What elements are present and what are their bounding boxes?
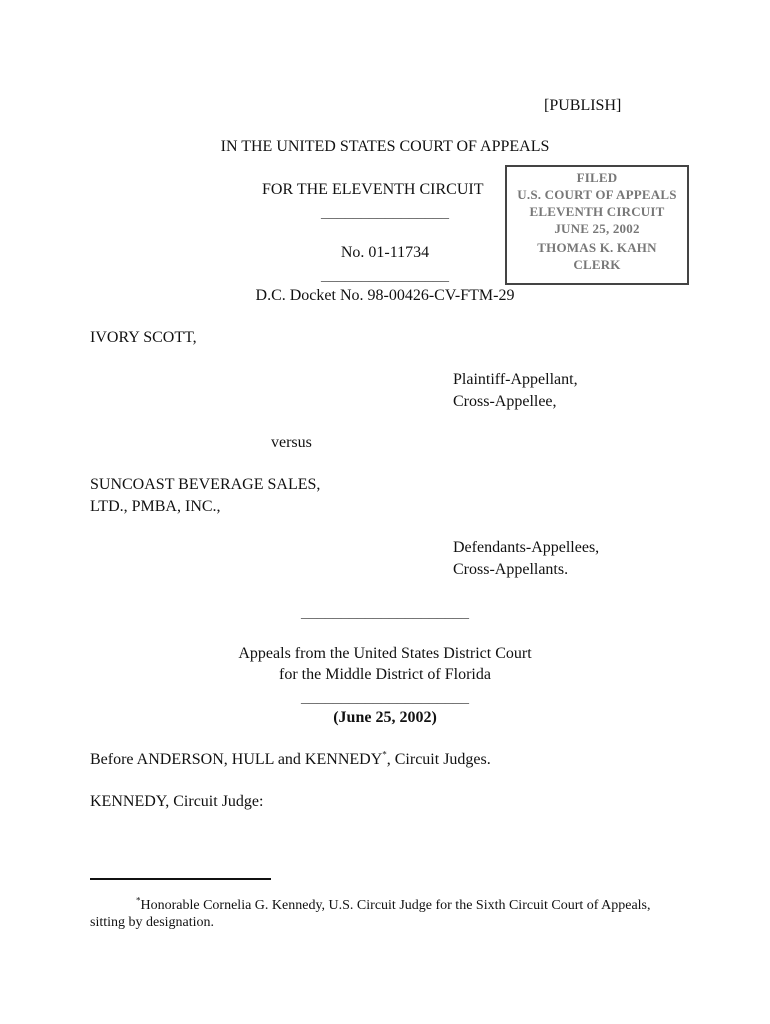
opinion-author: KENNEDY, Circuit Judge:: [90, 793, 264, 810]
plaintiff-name: IVORY SCOTT,: [90, 329, 197, 346]
defendant-role-1: Defendants-Appellees,: [453, 539, 600, 556]
separator-3: _____________________: [301, 604, 469, 621]
footnote-text-1: Honorable Cornelia G. Kennedy, U.S. Circuit Judge for the Sixth Circuit Court of Appeals,: [140, 898, 651, 913]
plaintiff-role-2: Cross-Appellee,: [453, 393, 557, 410]
circuit-title: FOR THE ELEVENTH CIRCUIT: [262, 181, 484, 198]
case-number: No. 01-11734: [340, 244, 430, 261]
defendant-role-2: Cross-Appellants.: [453, 561, 569, 578]
stamp-line-filed: FILED: [576, 170, 618, 185]
stamp-line-court: U.S. COURT OF APPEALS: [517, 187, 677, 202]
separator-2: ________________: [321, 267, 449, 284]
footnote-line-2: sitting by designation.: [90, 915, 215, 930]
appeal-line-1: Appeals from the United States District Court: [238, 645, 532, 662]
plaintiff-role-1: Plaintiff-Appellant,: [453, 371, 578, 388]
appeal-line-2: for the Middle District of Florida: [279, 666, 491, 683]
filed-stamp: [505, 165, 689, 285]
defendant-name-2: LTD., PMBA, INC.,: [90, 498, 221, 515]
publish-tag: [PUBLISH]: [544, 97, 622, 114]
footnote-rule: [90, 878, 271, 880]
decision-date: (June 25, 2002): [333, 709, 437, 726]
stamp-line-clerk-name: THOMAS K. KAHN: [537, 240, 657, 255]
stamp-line-clerk: CLERK: [573, 257, 621, 272]
panel-line: [90, 750, 491, 770]
versus-label: versus: [271, 434, 312, 451]
panel-suffix: , Circuit Judges.: [386, 751, 491, 768]
panel-footnote-mark: *: [382, 749, 387, 760]
defendant-name-1: SUNCOAST BEVERAGE SALES,: [90, 476, 321, 493]
separator-4: _____________________: [301, 689, 469, 706]
stamp-line-circuit: ELEVENTH CIRCUIT: [529, 204, 665, 219]
footnote-line-1: [136, 897, 651, 915]
panel-judges: Before ANDERSON, HULL and KENNEDY: [90, 751, 383, 768]
docket-number: D.C. Docket No. 98-00426-CV-FTM-29: [255, 287, 515, 304]
court-title: IN THE UNITED STATES COURT OF APPEALS: [220, 138, 550, 155]
stamp-line-date: JUNE 25, 2002: [554, 221, 640, 236]
separator-1: ________________: [321, 204, 449, 221]
footnote-mark: *: [136, 895, 141, 906]
